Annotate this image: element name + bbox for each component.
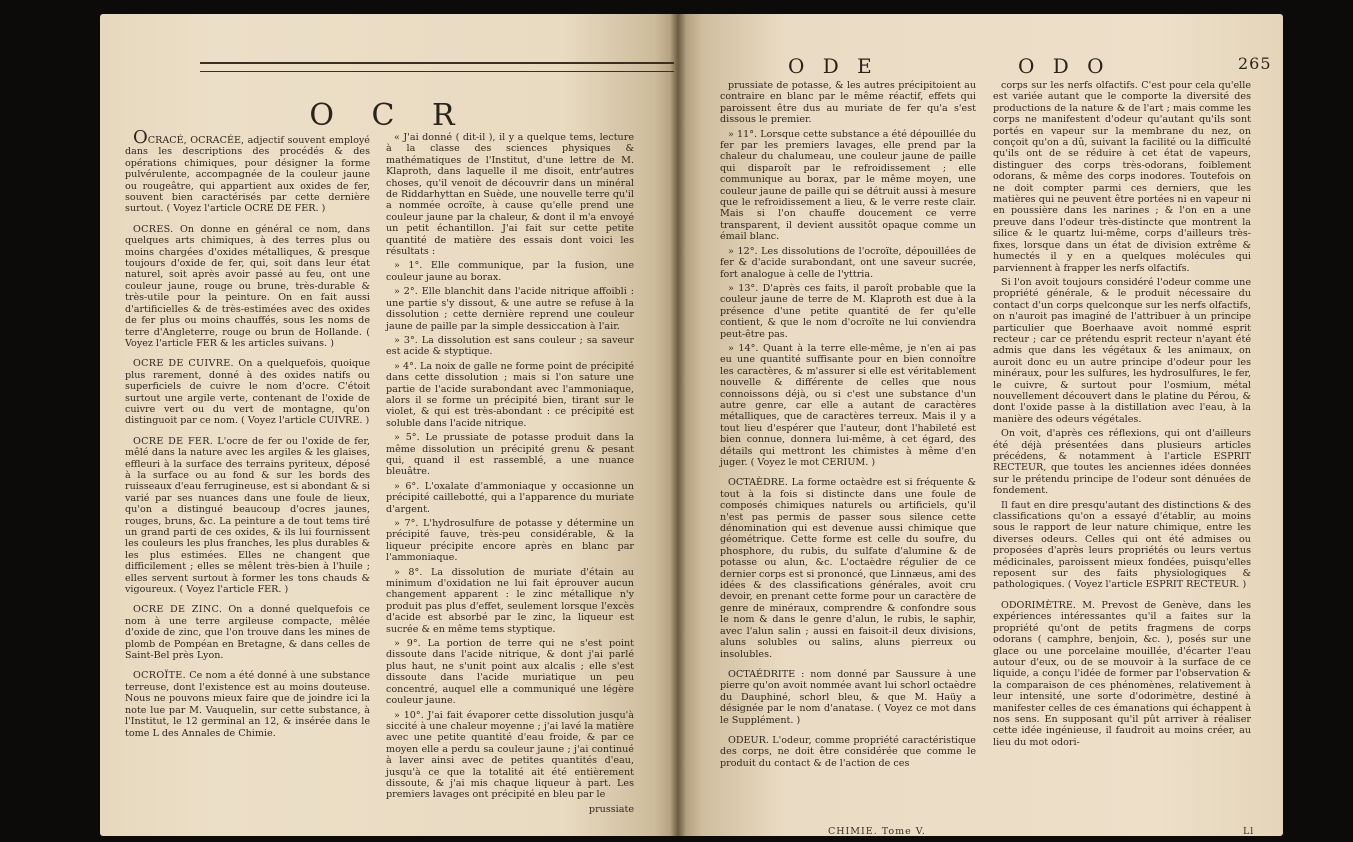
entry-headword: O	[133, 127, 148, 148]
running-head-left: O C R	[309, 98, 469, 133]
body-paragraph: » 5°. Le prussiate de potasse produit dans la même dissolution un précipité grenu & pesant qui, quand il est rassemblé, a une nuance bleuâtre.	[386, 432, 634, 478]
right-column-2	[993, 80, 1251, 820]
body-paragraph: » 8°. La dissolution de muriate d'étain au minimum d'oxidation ne lui fait éprouver aucun changement apparent : le zinc métallique n'y produit pas plus d'effet, seulement lorsque l'excès d'acide est absorbé par le zinc, la liqueur est sucrée & en même tems styptique.	[386, 566, 634, 635]
signature-mark: CHIMIE. Tome V.	[828, 826, 926, 837]
entry-text: On a donné quelquefois ce nom à une terre argileuse compacte, mêlée d'oxide de zinc, que l'on trouve dans les mines de plomb de Pompéan en Bretagne, & dans celles de Saint-Bel près Lyon.	[125, 604, 370, 662]
entry-headword: OCRE DE FER.	[133, 435, 214, 447]
body-paragraph: » 1°. Elle communique, par la fusion, une couleur jaune au borax.	[386, 260, 634, 283]
body-paragraph: « J'ai donné ( dit-il ), il y a quelque tems, lecture à la classe des sciences physiques & mathématiques de l'Institut, d'une lettre de M. Klaproth, dans laquelle il me disoit, entr'autres choses, qu'il venoit de découvrir dans un minéral de Riddarhyttan en Suède, une nouvelle terre qu'il a nommée ocroïte, à cause qu'elle prend une couleur jaune par la chaleur, & dont il m'a envoyé un petit échantillon. J'ai fait sur cette petite quantité de matière des essais dont voici les résultats :	[386, 132, 634, 258]
body-paragraph: OCTAÉDRITE : nom donné par Saussure à une pierre qu'on avoit nommée avant lui schorl octaèdre du Dauphiné, schorl bleu, & que M. Haüy a désignée par le nom d'anatase. ( Voyez ce mot dans le Supplément. )	[720, 668, 976, 726]
body-paragraph: » 3°. La dissolution est sans couleur ; sa saveur est acide & styptique.	[386, 334, 634, 358]
body-paragraph: OCTAÈDRE. La forme octaèdre est si fréquente & tout à la fois si distincte dans une foule de composés chimiques naturels ou artificiels, qu'il n'est pas permis de passer sous silence cette dénomination qui est devenue aussi chimique que géométrique. Cette forme est celle du soufre, du phosphore, du rubis, du sulfate d'alumine & de potasse ou alun, &c. L'octaèdre régulier de ce dernier corps est si prononcé, que Linnæus, ami des idées & des classifications générales, avoit cru devoir, en prenant cette forme pour un caractère de genre de minéraux, comprendre & confondre sous le nom & dans le genre d'alun, le rubis, le saphir, avec l'alun salin ; aussi en faisoit-il deux divisions, aluns solubles ou salins, aluns pierreux ou insolubles.	[720, 477, 976, 660]
book-gutter	[670, 14, 686, 836]
entry-text: L'ocre de fer ou l'oxide de fer, mêlé dans la nature avec les argiles & les glaises, effleuri à la surface des terrains pyriteux, déposé à la surface ou au fond & sur les bords des ruisseaux d'eau ferrugineuse, est si abondant & si varié par ses nuances dans une foule de lieux, qu'on a distingué beaucoup d'ocres jaunes, rouges, bruns, &c. La peinture a de tout tems tiré un grand parti de ces oxides, & ils lui fournissent les couleurs les plus franches, les plus durables & les plus estimées. Elles ne changent que difficilement ; elles se mêlent très-bien à l'huile ; elles servent surtout à former les tons chauds & vigoureux. ( Voyez l'article FER. )	[125, 435, 370, 596]
entry-headword: OCROÏTE.	[133, 670, 186, 682]
body-paragraph: » 13°. D'après ces faits, il paroît probable que la couleur jaune de terre de M. Klaproth est due à la présence d'une petite quantité de fer qu'elle contient, & que le nom d'ocroïte ne lui conviendra peut-être pas.	[720, 282, 976, 340]
body-paragraph: ODORIMÈTRE. M. Prevost de Genève, dans les expériences intéressantes qu'il a faites sur la propriété qu'ont de petits fragmens de corps odorans ( camphre, benjoin, &c. ), posés sur une glace ou une porcelaine mouillée, d'écarter l'eau autour d'eux, ou de se mouvoir à la surface de ce liquide, a conçu l'idée de former par l'observation & la comparaison de ces phénomènes, relativement à leur intensité, une sorte d'odorimètre, destiné à manifester celles de ces émanations qui échappent à nos sens. En supposant qu'il pût arriver à réaliser cette idée ingénieuse, il faudroit au moins créer, au lieu du mot odori-	[993, 599, 1251, 748]
body-paragraph: On voit, d'après ces réflexions, qui ont d'ailleurs été déjà présentées dans plusieurs articles précédens, & notamment à l'article ESPRIT RECTEUR, que toutes les anciennes idées données sur le prétendu principe de l'odeur sont dénuées de fondement.	[993, 428, 1251, 497]
entry-text: On a quelquefois, quoique plus rarement, donné à des oxides natifs ou superficiels de cuivre le nom d'ocre. C'étoit surtout une argile verte, contenant de l'oxide de cuivre vert ou du vert de montagne, qu'on distinguoit par ce nom. ( Voyez l'article CUIVRE. )	[125, 358, 370, 427]
body-paragraph: » 2°. Elle blanchit dans l'acide nitrique affoibli : une partie s'y dissout, & une autre se refuse à la dissolution ; cette dernière reprend une couleur jaune de paille par la simple dessiccation à l'air.	[386, 286, 634, 332]
body-paragraph: prussiate de potasse, & les autres précipitoient au contraire en blanc par le même réactif, effets qui paroissent être dus au muriate de fer qu'a s'est dissous le premier.	[720, 80, 976, 126]
body-paragraph: Si l'on avoit toujours considéré l'odeur comme une propriété générale, & le produit nécessaire du contact d'un corps quelconque sur les nerfs olfactifs, on n'auroit pas imaginé de l'attribuer à un principe particulier que Boerhaave avoit nommé esprit recteur ; car ce prétendu esprit recteur n'ayant été admis que dans les végétaux & les animaux, on auroit donc eu un autre principe d'odeur pour les minéraux, pour les sulfures, les hydrosulfures, le fer, le cuivre, & surtout pour l'osmium, métal nouvellement découvert dans le platine du Pérou, & dont l'oxide passe à la distillation avec l'eau, à la manière des odeurs végétales.	[993, 276, 1252, 425]
body-paragraph: » 10°. J'ai fait évaporer cette dissolution jusqu'à siccité à une chaleur moyenne ; j'ai lavé la matière avec une petite quantité d'eau froide, & par ce moyen elle a perdu sa couleur jaune ; j'ai continué à laver ainsi avec de petites quantités d'eau, jusqu'à ce que la totalité ait été entièrement dissoute, & j'ai mis chaque liqueur à part. Les premiers lavages ont précipité en bleu par le	[386, 709, 634, 801]
body-paragraph: » 12°. Les dissolutions de l'ocroïte, dépouillées de fer & d'acide surabondant, ont une saveur sucrée, fort analogue à celle de l'yttria.	[720, 245, 976, 280]
left-page	[100, 14, 678, 836]
entry-paragraph	[125, 604, 370, 661]
page-number: 265	[1238, 54, 1272, 73]
body-paragraph: corps sur les nerfs olfactifs. C'est pour cela qu'elle est variée autant que le comporte la diversité des productions de la nature & de l'art ; mais comme les corps ne manifestent d'odeur qu'autant qu'ils sont portés en vapeur sur la membrane du nez, on conçoit qu'on a dû, suivant la facilité ou la difficulté qu'ils ont de se réduire à cet état de vapeurs, distinguer des corps très-odorans, foiblement odorans, & même des corps inodores. Toutefois on ne doit compter parmi ces derniers, que les matières qui ne peuvent être portées ni en vapeur ni en poussière dans les narines ; & l'on en a une preuve dans l'odeur très-distincte que montrent la silice & le quartz lui-même, corps d'ailleurs très-fixes, lorsque dans un état de division extrême & humectés il y en a quelques molécules qui parviennent à frapper les nerfs olfactifs.	[993, 80, 1251, 274]
catchword: prussiate	[588, 803, 634, 815]
body-paragraph: Il faut en dire presqu'autant des distinctions & des classifications qu'on a essayé d'établir, au moins sous le rapport de leur nature chimique, entre les diverses odeurs. Celles qui ont été admises ou proposées d'après leurs propriétés ou leurs vertus médicinales, paroissent mieux fondées, puisqu'elles reposent sur des faits physiologiques & pathologiques. ( Voyez l'article ESPRIT RECTEUR. )	[993, 499, 1251, 591]
entry-headword: OCRES.	[133, 223, 174, 235]
entry-text: On donne en général ce nom, dans quelques arts chimiques, à des terres plus ou moins chargées d'oxides métalliques, & presque toujours d'oxide de fer, qui, soit dans leur état naturel, soit après avoir passé au feu, ont une couleur jaune, rouge ou brune, très-durable & très-utile pour la peinture. On en fait aussi d'artificielles & de très-estimées avec des oxides de fer plus ou moins chauffés, sous les noms de terre d'Angleterre, rouge ou brun de Hollande. ( Voyez l'article FER & les articles suivans. )	[125, 223, 370, 349]
entry-text: Ce nom a été donné à une substance terreuse, dont l'existence est au moins douteuse. Nous ne pouvons mieux faire que de joindre ici la note lue par M. Vauquelin, sur cette substance, à l'Institut, le 12 germinal an 12, & insérée dans le tome L des Annales de Chimie.	[125, 670, 370, 739]
entry-paragraph	[125, 358, 370, 426]
body-paragraph: ODEUR. L'odeur, comme propriété caractéristique des corps, ne doit être considérée que comme le produit du contact & de l'action de ces	[720, 734, 976, 769]
body-paragraph: » 14°. Quant à la terre elle-même, je n'en ai pas eu une quantité suffisante pour en bien connoître les caractères, & m'assurer si elle est véritablement nouvelle & différente de celles que nous connoissons déjà, ou si c'est une substance d'un autre genre, car elle a autant de caractères métalliques, que de caractères terreux. Mais il y a tout lieu d'espérer que l'auteur, dont l'habileté est bien connue, donnera lui-même, à cet égard, des détails qui mettront les chimistes à même d'en juger. ( Voyez le mot CERIUM. )	[720, 342, 976, 468]
body-paragraph: » 7°. L'hydrosulfure de potasse y détermine un précipité fauve, très-peu considérable, & la liqueur précipite encore après en blanc par l'ammoniaque.	[386, 518, 634, 564]
entry-headword: OCRE DE CUIVRE.	[133, 358, 234, 370]
left-column-2	[386, 132, 634, 822]
body-paragraph: » 9°. La portion de terre qui ne s'est point dissoute dans l'acide nitrique, & dont j'ai parlé plus haut, ne s'unit point aux alcalis ; elle s'est dissoute dans l'acide muriatique un peu concentré, auquel elle a communiqué une légère couleur jaune.	[386, 638, 634, 707]
entry-paragraph	[125, 224, 370, 349]
entry-text: CRACÉ, OCRACÉE, adjectif souvent employé dans les descriptions des procédés & des opérations chimiques, pour désigner la forme pulvérulente, accompagnée de la couleur jaune ou rougeâtre, qui appartient aux oxides de fer, souvent bien caractérisés par cette dernière surtout. ( Voyez l'article OCRE DE FER. )	[125, 135, 370, 215]
body-paragraph: » 4°. La noix de galle ne forme point de précipité dans cette dissolution ; mais si l'on sature une partie de l'acide surabondant avec l'ammoniaque, alors il se forme un précipité bien, tirant sur le violet, & qui est très-abondant : ce précipité est soluble dans l'acide nitrique.	[386, 360, 634, 429]
body-paragraph: » 11°. Lorsque cette substance a été dépouillée du fer par les premiers lavages, elle prend par la chaleur du chalumeau, une couleur jaune de paille qui disparoît par le refroidissement ; elle communique au borax, par le même moyen, une couleur jaune de paille qui se détruit aussi à mesure que le refroidissement a lieu, & le verre reste clair. Mais si l'on chauffe doucement ce verre transparent, il devient aussitôt opaque comme un émail blanc.	[720, 128, 976, 243]
entry-headword: OCRE DE ZINC.	[133, 604, 223, 616]
entry-paragraph	[125, 436, 370, 596]
body-paragraph: » 6°. L'oxalate d'ammoniaque y occasionne un précipité caillebotté, qui a l'apparence du muriate d'argent.	[386, 480, 634, 515]
right-column-1	[720, 80, 976, 825]
header-rule	[200, 62, 674, 72]
sheet-mark: Ll	[1243, 826, 1255, 837]
running-head-right-right: O D O	[1018, 54, 1110, 78]
left-column-1	[125, 127, 370, 739]
entry-paragraph	[125, 670, 370, 738]
running-head-right-left: O D E	[788, 54, 878, 78]
right-page	[678, 14, 1283, 836]
entry-paragraph	[125, 127, 370, 215]
